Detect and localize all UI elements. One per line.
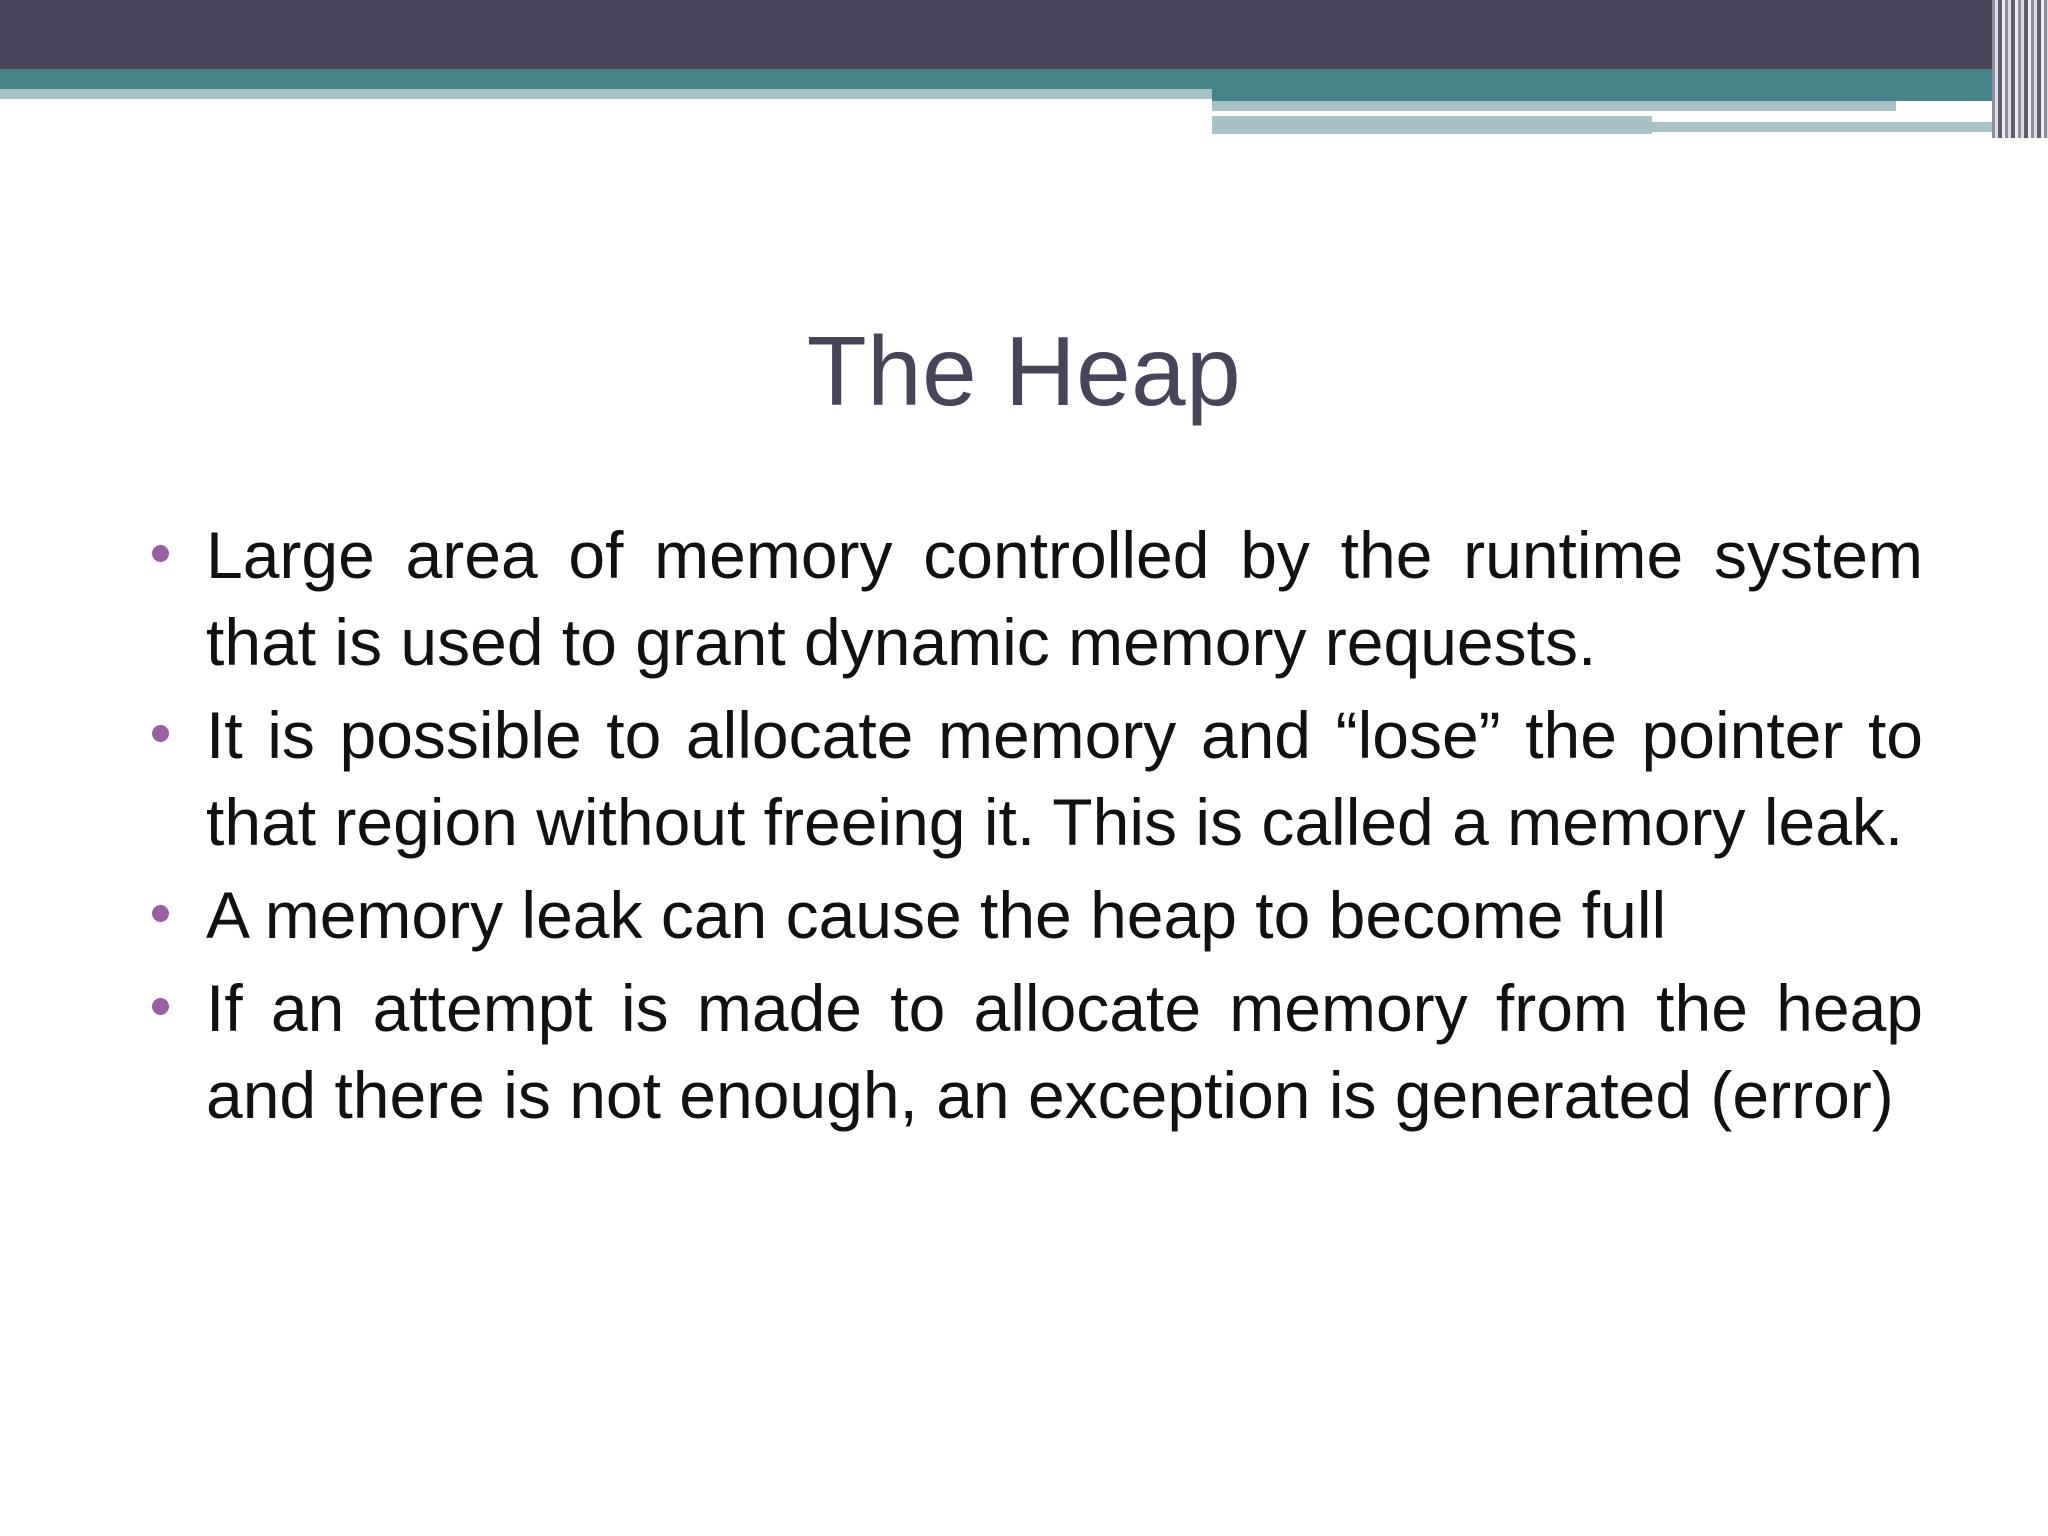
bullet-dot-icon <box>152 998 169 1015</box>
header-band-teal <box>0 69 2048 89</box>
slide-title: The Heap <box>806 316 1242 426</box>
bullet-item <box>150 692 1923 866</box>
bullet-item <box>150 512 1923 686</box>
header-edge-stripes <box>1992 0 2048 138</box>
bullet-dot-icon <box>152 905 169 922</box>
bullet-text: It is possible to allocate memory and “lose” the pointer to that region without freeing it. This is called a memory leak. <box>206 698 1923 859</box>
header-band-right <box>1212 89 1996 101</box>
bullet-dot-icon <box>152 545 169 562</box>
header-band-light <box>0 89 1212 99</box>
header-rule <box>1652 122 2002 132</box>
bullet-text: A memory leak can cause the heap to become full <box>206 878 1667 952</box>
bullet-item <box>150 965 1923 1139</box>
bullet-dot-icon <box>152 725 169 742</box>
bullet-text: Large area of memory controlled by the runtime system that is used to grant dynamic memory requests. <box>206 518 1923 679</box>
header-band-dark <box>0 0 2048 69</box>
bullet-text: If an attempt is made to allocate memory from the heap and there is not enough, an exception is generated (error) <box>206 971 1923 1132</box>
bullet-item <box>150 872 1923 959</box>
header-rule <box>1212 101 1896 111</box>
header-rule <box>1212 116 1652 134</box>
bullet-list <box>150 512 1923 1143</box>
